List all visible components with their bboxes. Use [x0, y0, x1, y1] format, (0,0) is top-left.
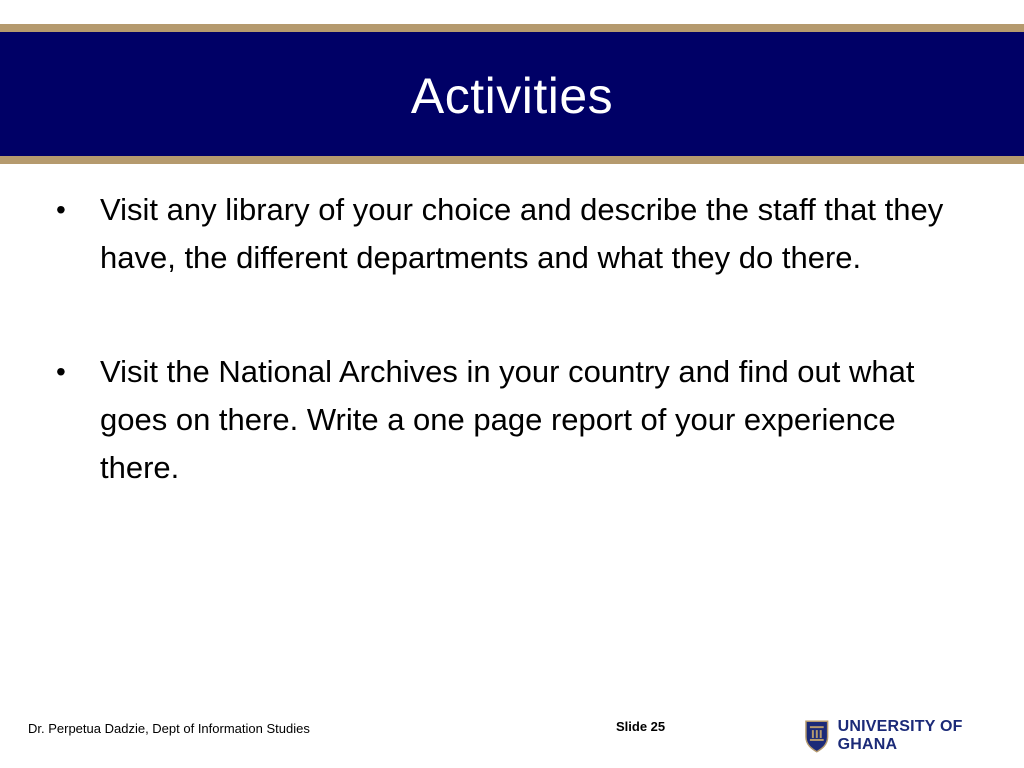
bullet-marker: •	[56, 356, 66, 387]
bullet-item-library-visit	[56, 186, 956, 282]
slide-number: Slide 25	[616, 719, 666, 734]
bullet-text: Visit any library of your choice and describe the staff that they have, the different departments and what they do there.	[100, 192, 944, 275]
bullet-list	[56, 186, 956, 558]
footer-author: Dr. Perpetua Dadzie, Dept of Information Studies	[28, 721, 310, 736]
bullet-marker: •	[56, 194, 66, 225]
title-band	[0, 32, 1024, 156]
university-crest-icon	[804, 719, 830, 753]
slide-title: Activities	[410, 68, 614, 124]
bullet-text: Visit the National Archives in your country and find out what goes on there. Write a one page report of your experience there.	[100, 354, 915, 485]
university-logo	[804, 718, 1024, 754]
title-bottom-rule	[0, 156, 1024, 164]
logo-text: UNIVERSITY OF GHANA	[837, 718, 963, 753]
title-top-rule	[0, 24, 1024, 32]
bullet-item-archives-visit	[56, 348, 956, 492]
